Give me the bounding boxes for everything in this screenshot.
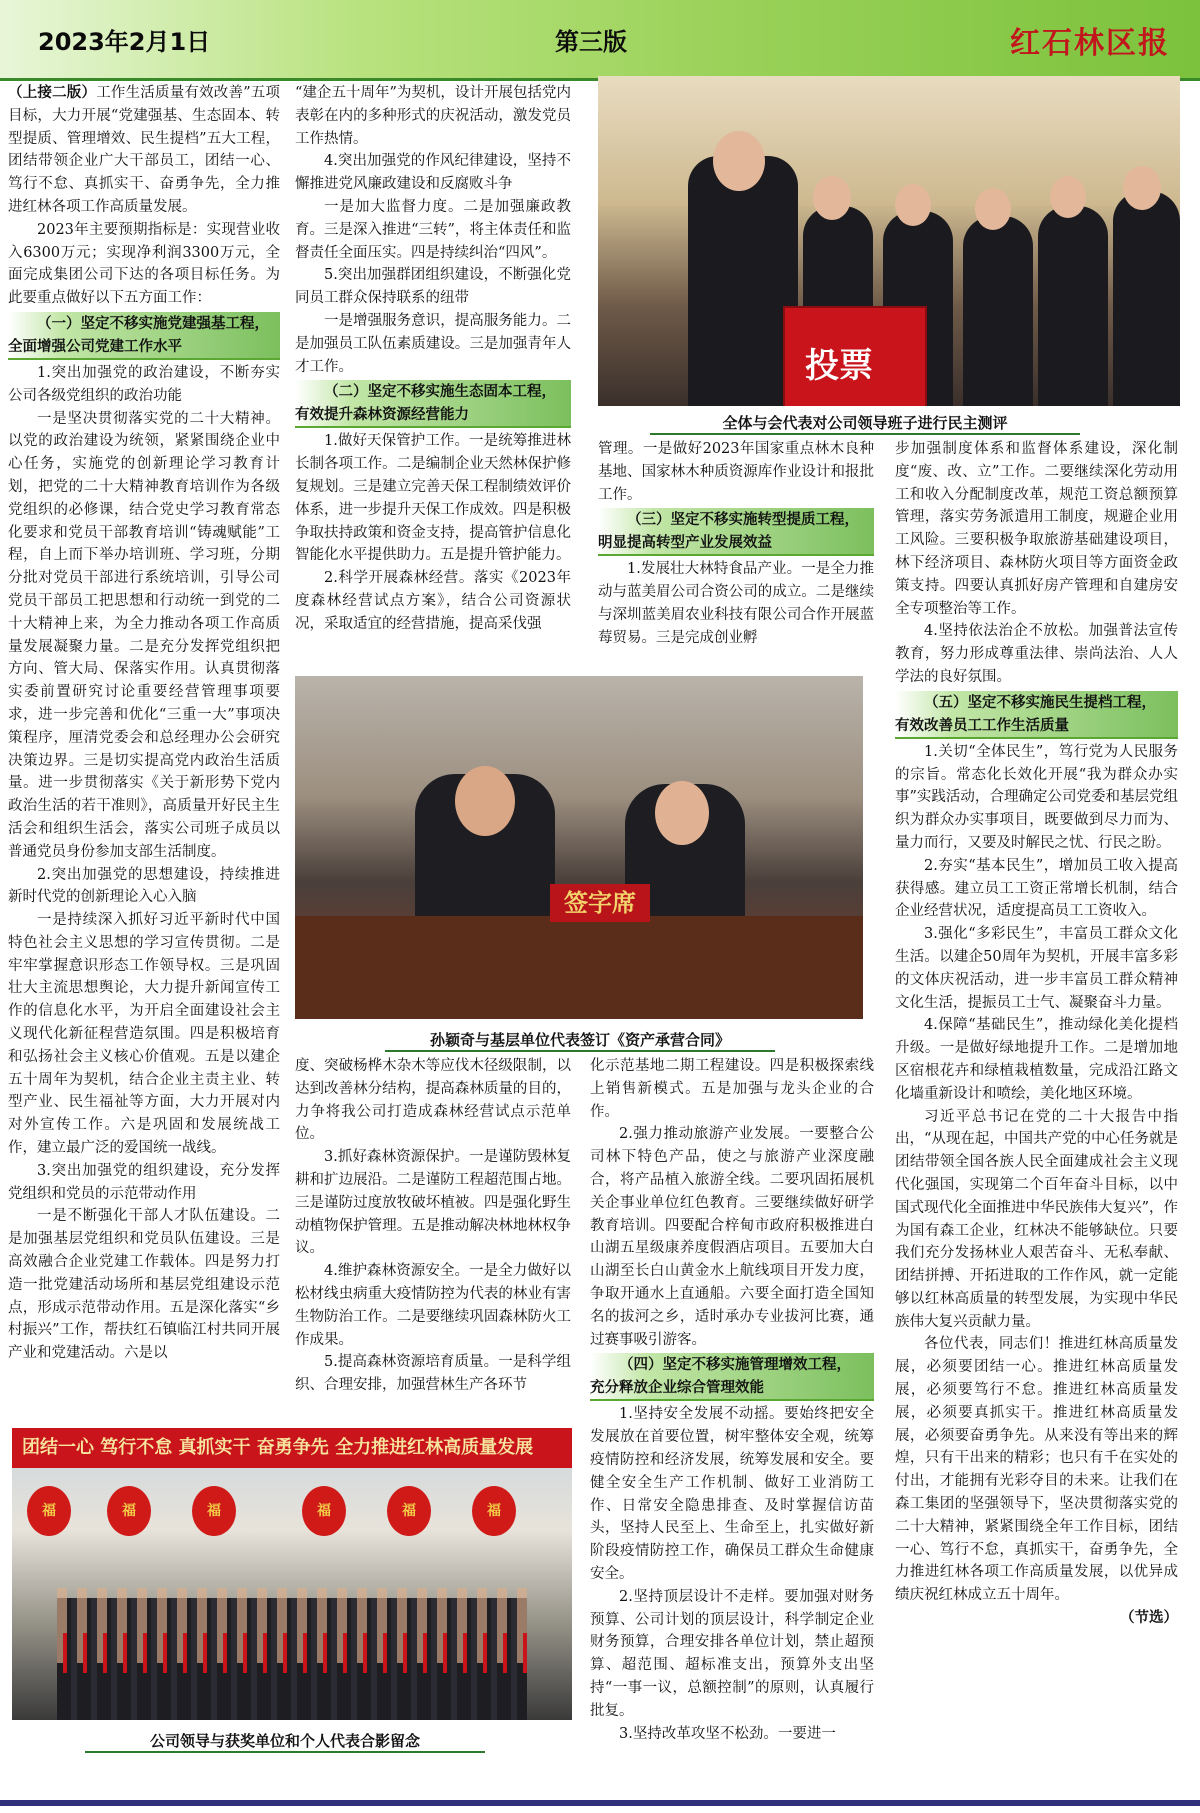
paragraph: 3.强化“多彩民生”，丰富员工群众文化生活。以建企50周年为契机，开展丰富多彩的文体庆祝活动，进一步丰富员工群众精神文化生活，提振员工士气、凝聚奋斗力量。 [895, 926, 1178, 1011]
lantern-icon: 福 [27, 1486, 71, 1536]
footer-rule [0, 1800, 1200, 1806]
edition-label: 第三版 [555, 28, 627, 56]
signing-desk [295, 916, 863, 1019]
paragraph: 2.科学开展森林经营。落实《2023年度森林经营试点方案》，结合公司资源状况，采取适宜的经营措施，提高采伐强 [295, 570, 571, 632]
paragraph: 4.维护森林资源安全。一是全力做好以松材线虫病重大疫情防控为代表的林业有害生物防治工作。二是要继续巩固森林防火工作成果。 [295, 1263, 571, 1348]
photo-figure [1113, 191, 1180, 406]
paragraph: 步加强制度体系和监督体系建设，深化制度“废、改、立”工作。二要继续深化劳动用工和收入分配制度改革，规范工资总额预算管理，落实劳务派遣用工制度，规避企业用工风险。三要积极争取旅游基础建设项目，林下经济项目、森林防火项目等方面资金政策支持。四要认真抓好房产管理和自建房安全专项整治等工作。 [895, 441, 1178, 617]
photo-group [12, 1428, 572, 1720]
lantern-icon: 福 [107, 1486, 151, 1536]
photo-face [455, 766, 515, 836]
paragraph: 各位代表，同志们！推进红林高质量发展，必须要团结一心。推进红林高质量发展，必须要笃行不怠。推进红林高质量发展，必须要真抓实干。推进红林高质量发展，必须要奋勇争先。从来没有等出来的辉煌，只有干出来的精彩；也只有千在实处的付出，才能拥有光彩夺目的未来。让我们在森工集团的坚强领导下，坚决贯彻落实党的二十大精神，紧紧围绕全年工作目标，团结一心、笃行不怠，真抓实干，奋勇争先，全力推进红林各项工作高质量发展，以优异成绩庆祝红林成立五十周年。 [895, 1336, 1178, 1604]
photo-face [895, 184, 931, 226]
section-heading-5: （五）坚定不移实施民生提档工程， 有效改善员工工作生活质量 [895, 691, 1178, 739]
paragraph: 2.突出加强党的思想建设，持续推进新时代党的创新理论入心入脑 [8, 866, 280, 906]
column-3-top [598, 438, 874, 670]
photo-face [1050, 176, 1086, 218]
paragraph: 度、突破杨桦木杂木等应伐木径级限制，以达到改善林分结构，提高森林质量的目的，力争将我公司打造成森林经营试点示范单位。 [295, 1058, 571, 1143]
continuation-note: （上接二版） [8, 84, 97, 101]
section-heading-1: （一）坚定不移实施党建强基工程， 全面增强公司党建工作水平 [8, 312, 280, 360]
paragraph: 4.坚持依法治企不放松。加强普法宣传教育，努力形成尊重法律、崇尚法治、人人学法的良好氛围。 [895, 623, 1178, 685]
signing-table-sign: 签字席 [550, 884, 650, 922]
paragraph: 一是坚决贯彻落实党的二十大精神。以党的政治建设为统领，紧紧围绕企业中心任务，实施党的创新理论学习教育计划，把党的二十大精神教育培训作为各级党组织的必修课，结合党史学习教育常态化要求和党员干部教育培训“铸魂赋能”工程，自上而下举办培训班、学习班，分期分批对党员干部进行系统培训，引导公司党员干部员工把思想和行动统一到党的二十大精神上来，为全力推动各项工作高质量发展凝聚力量。二是充分发挥党组织把方向、管大局、保落实作用。认真贯彻落实委前置研究讨论重要经营管理事项要求，进一步完善和优化“三重一大”事项决策程序，厘清党委会和总经理办公会研究决策边界。三是切实提高党内政治生活质量。进一步贯彻落实《关于新形势下党内政治生活的若干准则》，高质量开好民主生活会和组织生活会，落实公司班子成员以普通党员身份参加支部生活制度。 [8, 410, 280, 860]
paragraph: 4.保障“基础民生”，推动绿化美化提档升级。一是做好绿地提升工作。二是增加地区宿根花卉和绿植栽植数量，完成沿江路文化墙重新设计和喷绘，美化地区环境。 [895, 1017, 1178, 1102]
paragraph: 一是增强服务意识，提高服务能力。二是加强员工队伍素质建设。三是加强青年人才工作。 [295, 312, 571, 375]
lantern-icon: 福 [472, 1486, 516, 1536]
paragraph: 3.抓好森林资源保护。一是谨防毁林复耕和扩边展沿。二是谨防工程超范围占地。三是谨防过度放牧破坏植被。四是强化野生动植物保护管理。五是推动解决林地林权争议。 [295, 1149, 571, 1257]
paragraph: “建企五十周年”为契机，设计开展包括党内表彰在内的多种形式的庆祝活动，激发党员工作热情。 [295, 85, 571, 147]
paragraph: 2023年主要预期指标是：实现营业收入6300万元；实现净利润3300万元，全面完成集团公司下达的各项目标任务。为此要重点做好以下五方面工作： [8, 221, 280, 307]
paragraph: 化示范基地二期工程建设。四是积极探索线上销售新模式。五是加强与龙头企业的合作。 [590, 1058, 874, 1120]
newspaper-title: 红石林区报 [1010, 26, 1170, 61]
photo-face [713, 131, 765, 191]
paragraph: 2.坚持顶层设计不走样。要加强对财务预算、公司计划的顶层设计，科学制定企业财务预算，合理安排各单位计划，禁止超预算、超范围、超标准支出，预算外支出坚持“一事一议，总额控制”的原则，认真履行批复。 [590, 1588, 874, 1719]
section-heading-3: （三）坚定不移实施转型提质工程， 明显提高转型产业发展效益 [598, 508, 874, 556]
ballot-box: 投票 [783, 306, 927, 406]
photo-banner: 团结一心 笃行不怠 真抓实干 奋勇争先 全力推进红林高质量发展 [12, 1428, 572, 1468]
column-4 [895, 438, 1178, 1743]
paragraph: 一是加大监督力度。二是加强廉政教育。三是深入推进“三转”，将主体责任和监督责任全面压实。四是持续纠治“四风”。 [295, 198, 571, 261]
column-1 [8, 82, 280, 1422]
paragraph: 1.坚持安全发展不动摇。要始终把安全发展放在首要位置，树牢整体安全观，统筹疫情防控和经济发展，统筹发展和安全。要健全安全生产工作机制、做好工业消防工作、日常安全隐患排查、及时掌握信访苗头，坚持人民至上、生命至上，扎实做好新阶段疫情防控工作，确保员工群众生命健康安全。 [590, 1406, 874, 1582]
paragraph: 1.发展壮大林特食品产业。一是全力推动与蓝美眉公司合资公司的成立。二是继续与深圳蓝美眉农业科技有限公司合作开展蓝莓贸易。三是完成创业孵 [598, 561, 874, 646]
paragraph: 3.突出加强党的组织建设，充分发挥党组织和党员的示范带动作用 [8, 1162, 280, 1202]
paragraph: 一是持续深入抓好习近平新时代中国特色社会主义思想的学习宣传贯彻。二是牢牢掌握意识形态工作领导权。三是巩固壮大主流思想舆论，大力提升新闻宣传工作的信息化水平，为开启全面建设社会主义现代化新征程营造氛围。四是积极培育和弘扬社会主义核心价值观。五是以建企五十周年为契机，结合企业主责主业、转型产业、民生福祉等方面，大力开展对内对外宣传工作。六是巩固和发展统战工作，建立最广泛的爱国统一战线。 [8, 912, 280, 1157]
paragraph: 3.坚持改革攻坚不松劲。一要进一 [619, 1725, 836, 1742]
paragraph: 习近平总书记在党的二十大报告中指出，“从现在起，中国共产党的中心任务就是团结带领全国各族人民全面建成社会主义现代化强国，实现第二个百年奋斗目标，以中国式现代化全面推进中华民族伟大复兴”，作为国有森工企业，红林决不能够缺位。只要我们充分发扬林业人艰苦奋斗、无私奉献、团结拼搏、开拓进取的工作作风，就一定能够以红林高质量的转型发展，为实现中华民族伟大复兴贡献力量。 [895, 1108, 1178, 1330]
photo-caption-group: 公司领导与获奖单位和个人代表合影留念 [85, 1730, 485, 1753]
photo-figure [1038, 206, 1108, 406]
photo-figure [963, 216, 1033, 406]
photo-caption-signing: 孙颖奇与基层单位代表签订《资产承营合同》 [385, 1029, 775, 1052]
excerpt-note: （节选） [1120, 1609, 1178, 1627]
photo-signing [295, 676, 863, 1019]
issue-date: 2023年2月1日 [38, 28, 211, 56]
photo-face [813, 176, 851, 220]
paragraph: 管理。一是做好2023年国家重点林木良种基地、国家林木种质资源库作业设计和报批工作。 [598, 441, 874, 503]
column-2-bottom [295, 1055, 571, 1423]
section-heading-2: （二）坚定不移实施生态固本工程， 有效提升森林资源经营能力 [295, 380, 571, 428]
paragraph: 1.关切“全体民生”，笃行党为人民服务的宗旨。常态化长效化开展“我为群众办实事”实践活动，合理确定公司党委和基层党组织为群众办实事项目，既要做到尽力而为、量力而行，又要及时解民之忧、行民之盼。 [895, 743, 1178, 851]
lantern-icon: 福 [302, 1486, 346, 1536]
paragraph: 2.夯实“基本民生”，增加员工收入提高获得感。建立员工工资正常增长机制，结合企业经营状况，适度提高员工工资收入。 [895, 857, 1178, 920]
paragraph: 5.提高森林资源培育质量。一是科学组织、合理安排，加强营林生产各环节 [295, 1354, 571, 1394]
column-2-top [295, 82, 571, 672]
page-header [0, 0, 1200, 81]
paragraph: 1.突出加强党的政治建设，不断夯实公司各级党组织的政治功能 [8, 364, 280, 404]
lantern-icon: 福 [192, 1486, 236, 1536]
photo-face [655, 781, 709, 845]
photo-face [975, 188, 1011, 230]
paragraph: 2.强力推动旅游产业发展。一要整合公司林下特色产品，使之与旅游产业深度融合，将产品植入旅游全线。二要巩固拓展机关企事业单位红色教育。三要继续做好研学教育培训。四要配合梓甸市政府积极推进白山湖五星级康养度假酒店项目。五要加大白山湖至长白山黄金水上航线项目开发力度，争取开通水上直通船。六要全面打造全国知名的拔河之乡，适时承办专业拔河比赛，通过赛事吸引游客。 [590, 1126, 874, 1348]
paragraph: 5.突出加强群团组织建设，不断强化党同员工群众保持联系的纽带 [295, 267, 571, 307]
lantern-icon: 福 [387, 1486, 431, 1536]
paragraph: （上接二版）工作生活质量有效改善”五项目标，大力开展“党建强基、生态固本、转型提质、管理增效、民生提档”五大工程，团结带领企业广大干部员工，团结一心、笃行不怠、真抓实干、奋勇争先，全力推进红林各项工作高质量发展。 [8, 84, 280, 215]
column-3-bottom [590, 1055, 874, 1755]
paragraph: 一是不断强化干部人才队伍建设。二是加强基层党组织和党员队伍建设。三是高效融合企业党建工作载体。四是努力打造一批党建活动场所和基层党组建设示范点，形成示范带动作用。五是深化落实“乡村振兴”工作，帮扶红石镇临江村共同开展产业和党建活动。六是以 [8, 1208, 280, 1362]
section-heading-4: （四）坚定不移实施管理增效工程， 充分释放企业综合管理效能 [590, 1353, 874, 1401]
photo-figure [688, 156, 798, 406]
paragraph: 4.突出加强党的作风纪律建设，坚持不懈推进党风廉政建设和反腐败斗争 [295, 153, 571, 193]
paragraph: 1.做好天保管护工作。一是统筹推进林长制各项工作。二是编制企业天然林保护修复规划。三是建立完善天保工程制绩效评价体系，进一步提升天保工作成效。四是积极争取扶持政策和资金支持，提高管护信息化智能化水平提供助力。五是提升管护能力。 [295, 433, 571, 564]
photo-voting [598, 76, 1180, 406]
photo-face [1123, 166, 1161, 210]
photo-sashes [57, 1633, 527, 1673]
photo-caption-voting: 全体与会代表对公司领导班子进行民主测评 [650, 412, 1080, 435]
photo-backdrop [598, 76, 1180, 206]
